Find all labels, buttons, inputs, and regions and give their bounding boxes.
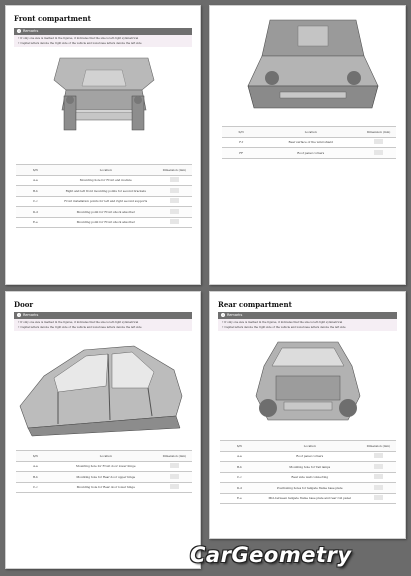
col-header-location: Location xyxy=(260,127,361,138)
table-row: FF Roof panel corners xyxy=(222,148,396,159)
table-row: D-d Mounting point for Front shock absorber xyxy=(16,207,192,218)
page-door xyxy=(5,291,201,569)
hidden-dimension xyxy=(170,209,179,214)
car-body-rear-image xyxy=(248,336,368,432)
car-body-front-image xyxy=(46,50,162,142)
car-body-top-image xyxy=(240,16,386,114)
dimension-table xyxy=(220,440,396,504)
remark-line: • Capital letters denote the right side of the vehicle and lowercase letters denote the left side xyxy=(18,325,188,330)
front-compartment-photo xyxy=(46,50,162,142)
remarks-label: Remarks xyxy=(23,313,39,317)
hidden-dimension xyxy=(374,464,383,469)
hidden-dimension xyxy=(374,453,383,458)
table-row: C-c Front installation points for left and right second supports xyxy=(16,196,192,207)
table-row: E-e Mid-between tailgate frame base plate and rear roll panel xyxy=(220,493,396,504)
table-row: A-a Mounting hole for Front door lower hinge xyxy=(16,461,192,472)
info-icon: i xyxy=(18,29,20,33)
remarks-header xyxy=(14,28,192,35)
hidden-dimension xyxy=(170,463,179,468)
hidden-dimension xyxy=(170,474,179,479)
hidden-dimension xyxy=(374,474,383,479)
remarks-box xyxy=(218,319,397,331)
info-icon: i xyxy=(222,313,224,317)
table-row: A-a Roof panel corners xyxy=(220,451,396,462)
car-body-side-image xyxy=(14,336,186,438)
page-front-compartment-continued xyxy=(209,5,406,285)
col-header-sn: S/N xyxy=(16,451,55,462)
col-header-location: Location xyxy=(55,451,157,462)
hidden-dimension xyxy=(170,198,179,203)
remarks-label: Remarks xyxy=(227,313,243,317)
table-row: B-b Right and left front mounting points for second brackets xyxy=(16,186,192,197)
col-header-dimension: Dimension (mm) xyxy=(361,127,396,138)
remarks-label: Remarks xyxy=(23,29,39,33)
remarks-box xyxy=(14,35,192,47)
site-watermark: CarGeometry xyxy=(190,543,352,567)
table-row: A-a Mounting hole for Front end module xyxy=(16,175,192,186)
table-row: C-c Rear side wall connecting xyxy=(220,472,396,483)
remark-line: • Capital letters denote the right side of the vehicle and lowercase letters denote the left side xyxy=(222,325,393,330)
hidden-dimension xyxy=(170,219,179,224)
table-row: E-e Mounting point for Front shock absorber xyxy=(16,217,192,228)
hidden-dimension xyxy=(374,495,383,500)
hidden-dimension xyxy=(374,485,383,490)
page-title: Rear compartment xyxy=(218,300,292,309)
hidden-dimension xyxy=(170,177,179,182)
dimension-table xyxy=(16,164,192,228)
table-row: B-b Mounting hole for Rear door upper hinge xyxy=(16,472,192,483)
table-row: B-b Mounting hole for Tail lamps xyxy=(220,462,396,473)
col-header-dimension: Dimension (mm) xyxy=(157,451,192,462)
col-header-dimension: Dimension (mm) xyxy=(361,441,396,452)
hidden-dimension xyxy=(170,188,179,193)
col-header-sn: S/N xyxy=(220,441,259,452)
remark-line: • If only one size is marked in the figures, it indicates that the size is left-right symmetrical xyxy=(18,320,188,325)
col-header-sn: S/N xyxy=(16,165,55,176)
engine-bay-photo xyxy=(240,16,386,114)
dimension-table xyxy=(16,450,192,493)
rear-compartment-photo xyxy=(248,336,368,432)
info-icon: i xyxy=(18,313,20,317)
page-title: Front compartment xyxy=(14,14,91,23)
remarks-header xyxy=(14,312,192,319)
remark-line: • If only one size is marked in the figures, it indicates that the size is left-right symmetrical xyxy=(222,320,393,325)
page-front-compartment xyxy=(5,5,201,285)
dimension-table xyxy=(222,126,396,159)
table-row: D-d Positioning holes for tailgate frame base plate xyxy=(220,483,396,494)
remark-line: • Capital letters denote the right side of the vehicle and lowercase letters denote the left side xyxy=(18,41,188,46)
col-header-dimension: Dimension (mm) xyxy=(157,165,192,176)
table-row: F-f Rear surface of the wind shield xyxy=(222,137,396,148)
page-rear-compartment xyxy=(209,291,406,539)
remarks-header xyxy=(218,312,397,319)
table-row: C-c Mounting hole for Rear door lower hinge xyxy=(16,482,192,493)
hidden-dimension xyxy=(374,139,383,144)
col-header-sn: S/N xyxy=(222,127,260,138)
remark-line: • If only one size is marked in the figures, it indicates that the size is left-right symmetrical xyxy=(18,36,188,41)
door-body-photo xyxy=(14,336,186,438)
remarks-box xyxy=(14,319,192,331)
page-title: Door xyxy=(14,300,34,309)
col-header-location: Location xyxy=(259,441,361,452)
col-header-location: Location xyxy=(55,165,157,176)
hidden-dimension xyxy=(170,484,179,489)
hidden-dimension xyxy=(374,150,383,155)
